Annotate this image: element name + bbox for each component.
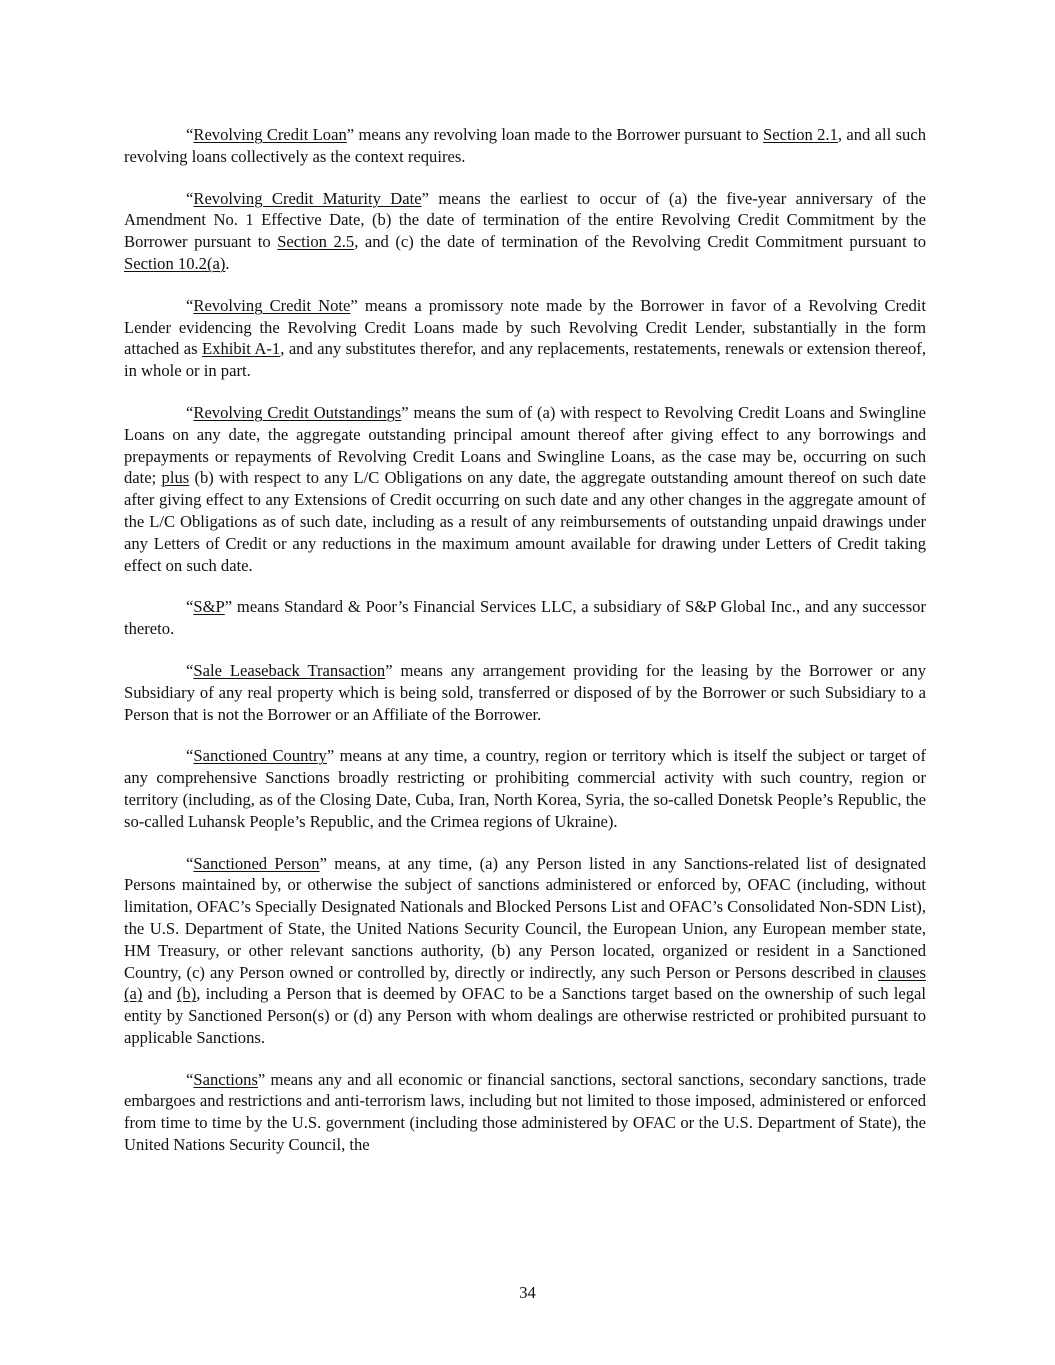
definition-sanctioned-person xyxy=(124,853,926,1049)
definition-text: “ xyxy=(186,125,194,144)
underlined-term: Exhibit A-1 xyxy=(202,339,281,359)
underlined-term: Revolving Credit Maturity Date xyxy=(193,188,422,208)
definition-revolving-credit-maturity-date xyxy=(124,188,926,275)
document-body xyxy=(124,124,926,1176)
underlined-term: (b) xyxy=(176,984,197,1004)
definition-text: , and any substitutes therefor, and any replacements, restatements, renewals or extension thereof, in whole or in part. xyxy=(124,339,926,381)
definition-text: ” means the sum of (a) with respect to Revolving Credit Loans and Swingline Loans on any date, the aggregate outstanding principal amount thereof after giving effect to any borrowings and prepayments or repayments of Revolving Credit Loans and Swingline Loans, as the case may be, occurring on such date; xyxy=(124,402,926,488)
underlined-term: Revolving Credit Loan xyxy=(193,125,347,144)
underlined-term: plus xyxy=(161,468,190,488)
definition-text: “ xyxy=(186,1069,194,1089)
definition-text: ” means the earliest to occur of (a) the five-year anniversary of the Amendment No. 1 Effective Date, (b) the date of termination of the entire Revolving Credit Commitment by the Borrower pursuant to xyxy=(124,188,926,252)
underlined-term: clauses (a) xyxy=(124,962,926,1004)
definition-text: “ xyxy=(186,853,194,873)
definition-text: , including a Person that is deemed by OFAC to be a Sanctions target based on the ownership of such legal entity by Sanctioned Person(s) or (d) any Person with whom dealings are otherwise restricted or prohibited pursuant to applicable Sanctions. xyxy=(124,984,926,1047)
underlined-term: Sanctioned Person xyxy=(193,853,320,873)
definition-text: ” means any revolving loan made to the Borrower pursuant to xyxy=(346,125,764,144)
underlined-term: Sale Leaseback Transaction xyxy=(193,660,386,680)
definition-revolving-credit-loan xyxy=(124,124,926,168)
definition-text: and xyxy=(142,984,177,1004)
definition-text: ” means, at any time, (a) any Person listed in any Sanctions-related list of designated Persons maintained by, or otherwise the subject of sanctions administered or enforced by, OFAC (including, without limitation, OFAC’s Specially Designated Nationals and Blocked Persons List and OFAC’s Consolidated Non-SDN List), the U.S. Department of State, the United Nations Security Council, the European Union, any European member state, HM Treasury, or other relevant sanctions authority, (b) any Person located, organized or resident in a Sanctioned Country, (c) any Person owned or controlled by, directly or indirectly, any such Person or Persons described in xyxy=(124,853,926,982)
underlined-term: Sanctions xyxy=(193,1069,258,1089)
underlined-term: Section 2.1 xyxy=(763,125,838,144)
underlined-term: S&P xyxy=(193,597,225,617)
underlined-term: Sanctioned Country xyxy=(193,746,327,766)
definition-text: “ xyxy=(186,295,194,315)
definition-text: ” means any arrangement providing for the leasing by the Borrower or any Subsidiary of any real property which is being sold, transferred or disposed of by the Borrower or such Subsidiary to a Person that is not the Borrower or an Affiliate of the Borrower. xyxy=(124,660,926,724)
definition-s-and-p xyxy=(124,596,926,640)
definition-text: . xyxy=(225,253,230,273)
definition-text: ” means any and all economic or financial sanctions, sectoral sanctions, secondary sanctions, trade embargoes and restrictions and anti-terrorism laws, including but not limited to those imposed, administered or enforced from time to time by the U.S. government (including those administered by OFAC or the U.S. Department of State), the United Nations Security Council, the xyxy=(124,1069,926,1155)
definition-text: “ xyxy=(186,746,194,766)
underlined-term: Revolving Credit Outstandings xyxy=(193,402,402,422)
definition-text: ” means a promissory note made by the Borrower in favor of a Revolving Credit Lender evidencing the Revolving Credit Loans made by such Revolving Credit Lender, substantially in the form attached as xyxy=(124,295,926,359)
definition-sanctions xyxy=(124,1069,926,1156)
definition-revolving-credit-outstandings xyxy=(124,402,926,576)
definition-revolving-credit-note xyxy=(124,295,926,382)
page-number: 34 xyxy=(519,1283,536,1302)
definition-text: “ xyxy=(186,188,194,208)
definition-text: ” means Standard & Poor’s Financial Services LLC, a subsidiary of S&P Global Inc., and any successor thereto. xyxy=(124,597,926,639)
definition-text: “ xyxy=(186,597,194,617)
definition-text: (b) with respect to any L/C Obligations on any date, the aggregate outstanding amount thereof on such date after giving effect to any Extensions of Credit occurring on such date and any other changes in the aggregate amount of the L/C Obligations as of such date, including as a result of any reimbursements of outstanding unpaid drawings under any Letters of Credit or any reductions in the maximum amount available for drawing under Letters of Credit taking effect on such date. xyxy=(124,468,926,575)
definition-text: , and all such revolving loans collectively as the context requires. xyxy=(124,125,926,166)
definition-text: “ xyxy=(186,660,194,680)
underlined-term: Section 10.2(a) xyxy=(124,253,226,273)
definition-text: “ xyxy=(186,402,194,422)
definition-sanctioned-country xyxy=(124,745,926,832)
definition-sale-leaseback-transaction xyxy=(124,660,926,725)
definition-text: ” means at any time, a country, region or territory which is itself the subject or target of any comprehensive Sanctions broadly restricting or prohibiting commercial activity with such country, region or territory (including, as of the Closing Date, Cuba, Iran, North Korea, Syria, the so-called Donetsk People’s Republic, the so-called Luhansk People’s Republic, and the Crimea regions of Ukraine). xyxy=(124,746,926,831)
underlined-term: Section 2.5 xyxy=(277,232,355,252)
definition-text: , and (c) the date of termination of the Revolving Credit Commitment pursuant to xyxy=(354,232,926,252)
underlined-term: Revolving Credit Note xyxy=(193,295,351,315)
